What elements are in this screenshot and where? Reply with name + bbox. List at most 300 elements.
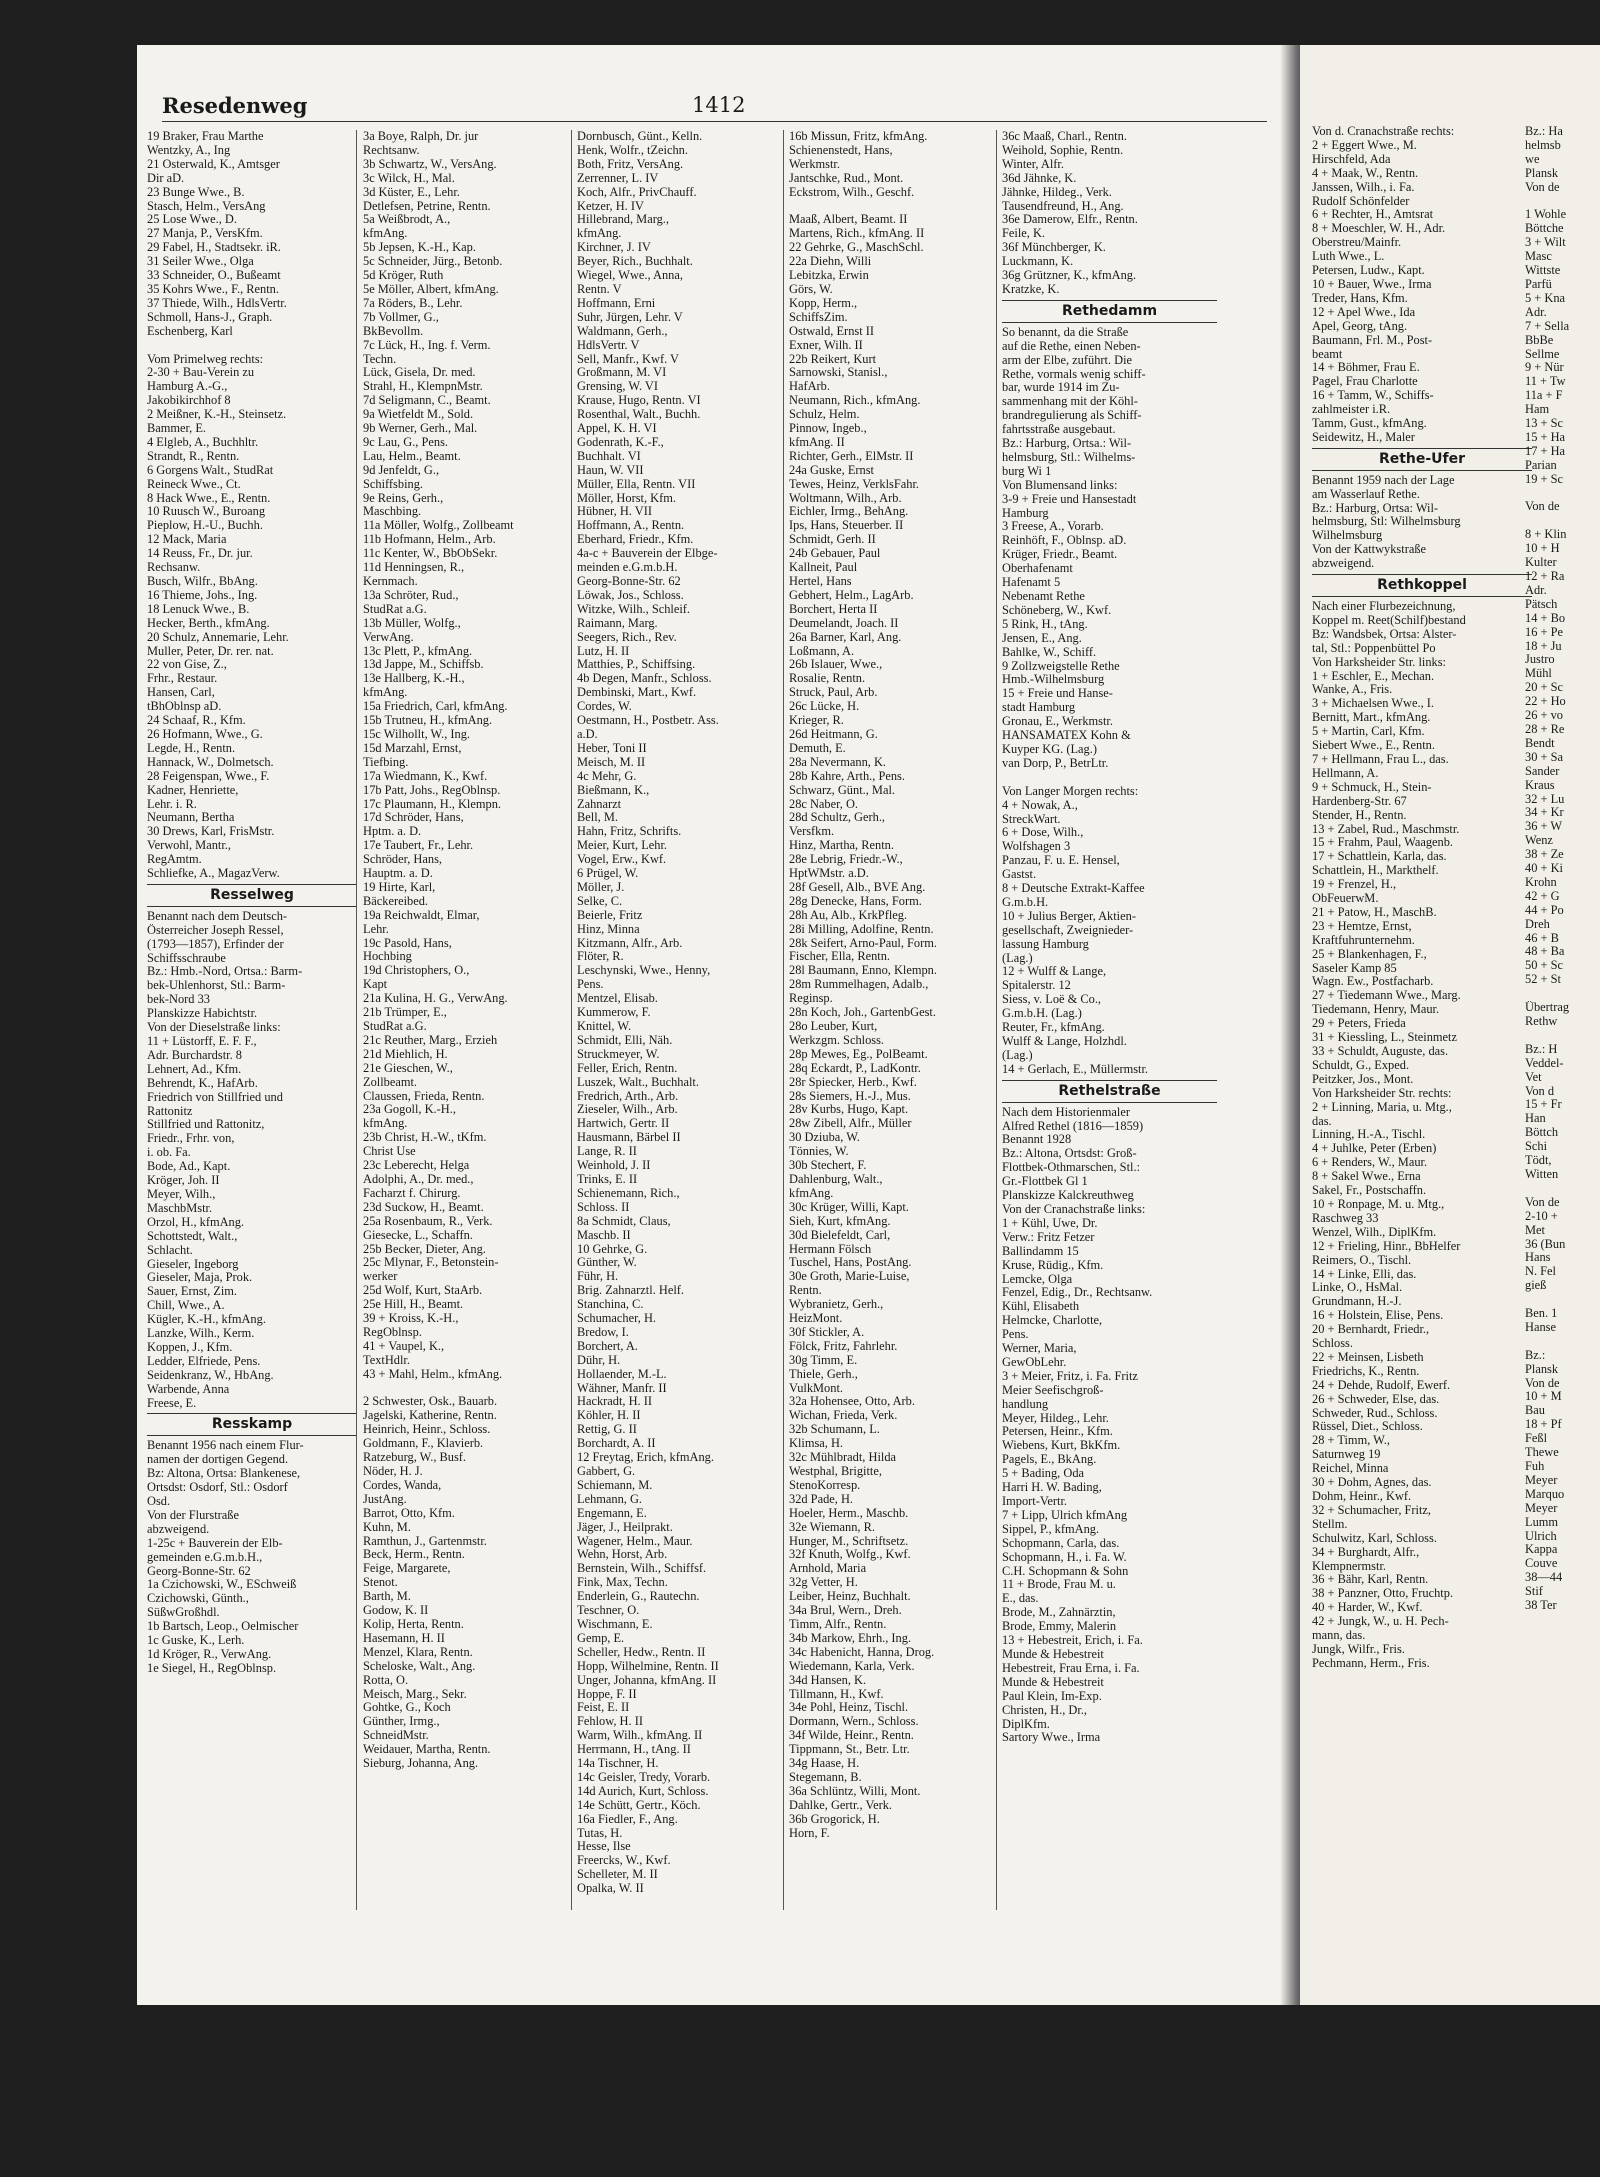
directory-entry: 5d Kröger, Ruth xyxy=(363,269,444,283)
directory-entry xyxy=(1525,1293,1600,1307)
directory-entry: 21 + Patow, H., MaschB. xyxy=(1312,905,1437,919)
directory-entry: Stender, H., Rentn. xyxy=(1312,808,1407,822)
directory-entry: Bießmann, K., xyxy=(577,783,650,797)
directory-entry: 33 + Schuldt, Auguste, das. xyxy=(1312,1045,1449,1058)
directory-entry: Görs, W. xyxy=(789,282,833,296)
directory-entry: sammenhang mit der Köhl- xyxy=(1002,395,1138,409)
directory-entry: Freese, E. xyxy=(147,1396,197,1410)
directory-entry: Neumann, Rich., kfmAng. xyxy=(789,394,921,408)
directory-entry: Linke, O., HsMal. xyxy=(1312,1281,1403,1295)
directory-entry: Apel, Georg, tAng. xyxy=(1312,319,1408,333)
directory-entry: Koppel m. Reet(Schilf)bestand xyxy=(1312,613,1466,627)
directory-entry: 19c Pasold, Hans, xyxy=(363,936,452,950)
directory-entry: 33 Schneider, O., Bußeamt xyxy=(147,269,281,283)
directory-entry: Bz.: Harburg, Ortsa.: Wil- xyxy=(1002,437,1132,451)
directory-entry: Hinz, Minna xyxy=(577,922,640,936)
directory-entry: arm der Elbe, zuführt. Die xyxy=(1002,353,1133,367)
directory-entry: DiplKfm. xyxy=(1002,1717,1050,1731)
directory-entry: fahrtsstraße ausgebaut. xyxy=(1002,423,1116,437)
directory-entry: Jensen, E., Ang. xyxy=(1002,631,1082,645)
directory-entry: 2 + Linning, Maria, u. Mtg., xyxy=(1312,1100,1452,1114)
directory-entry: Von Langer Morgen rechts: xyxy=(1002,784,1139,798)
directory-entry: gemeinden e.G.m.b.H., xyxy=(147,1550,263,1564)
directory-entry: Wittste xyxy=(1525,264,1561,278)
directory-entry: 36f Münchberger, K. xyxy=(1002,241,1106,255)
directory-entry: bar, wurde 1914 im Zu- xyxy=(1002,381,1120,395)
directory-entry: Kallneit, Paul xyxy=(789,561,858,575)
directory-entry: Oberhafenamt xyxy=(1002,562,1073,576)
directory-entry: 34a Brul, Wern., Dreh. xyxy=(789,1604,902,1618)
directory-entry: 12 Mack, Maria xyxy=(147,533,227,547)
section-rule xyxy=(1312,574,1532,575)
directory-entry: Eberhard, Friedr., Kfm. xyxy=(577,533,694,547)
directory-entry: 26d Heitmann, G. xyxy=(789,727,878,741)
directory-entry: Masc xyxy=(1525,250,1552,264)
directory-entry: Schuldt, G., Exped. xyxy=(1312,1058,1410,1072)
directory-entry: Schwarz, Günt., Mal. xyxy=(789,783,895,797)
directory-entry: Bz.: Harburg, Ortsa: Wil- xyxy=(1312,501,1439,515)
directory-entry: 1b Bartsch, Leop., Oelmischer xyxy=(147,1620,299,1634)
directory-entry: 17d Schröder, Hans, xyxy=(363,811,464,825)
directory-entry: bek-Uhlenhorst, Stl.: Barm- xyxy=(147,979,286,993)
directory-column-5 xyxy=(1002,130,1217,1745)
directory-entry: G.m.b.H. xyxy=(1002,895,1049,909)
directory-entry: 11a + F xyxy=(1525,389,1563,403)
directory-entry: Raimann, Marg. xyxy=(577,616,658,630)
street-heading: Rethedamm xyxy=(1061,302,1158,319)
directory-entry: 17a Wiedmann, K., Kwf. xyxy=(363,769,488,783)
directory-entry: Gebhert, Helm., LagArb. xyxy=(789,588,914,602)
directory-entry: Adr. Burchardstr. 8 xyxy=(147,1048,242,1062)
directory-entry: Paul Klein, Im-Exp. xyxy=(1002,1689,1102,1703)
directory-entry: Munde & Hebestreit xyxy=(1002,1675,1104,1689)
directory-entry: Import-Vertr. xyxy=(1002,1495,1068,1508)
directory-entry: Warm, Wilh., kfmAng. II xyxy=(577,1729,703,1743)
directory-entry: Günther, Irmg., xyxy=(363,1715,440,1729)
directory-entry: Ulrich xyxy=(1525,1529,1557,1543)
directory-entry: Von de xyxy=(1525,180,1560,194)
directory-entry: Beck, Herm., Rentn. xyxy=(363,1548,465,1562)
directory-entry: HafArb. xyxy=(789,380,830,394)
directory-entry: Grundmann, H.-J. xyxy=(1312,1295,1402,1309)
directory-entry: 15b Trutneu, H., kfmAng. xyxy=(363,714,493,728)
directory-entry xyxy=(1525,1182,1600,1196)
directory-entry: Plansk xyxy=(1525,166,1559,180)
directory-entry: Henk, Wolfr., tZeichn. xyxy=(577,143,688,157)
directory-entry: 21e Gieschen, W., xyxy=(363,1061,453,1075)
directory-entry: 4a-c + Bauverein der Elbge- xyxy=(577,547,718,561)
directory-entry: 1c Guske, K., Lerh. xyxy=(147,1634,245,1648)
directory-entry: 36 + W xyxy=(1525,820,1563,834)
directory-entry: 15a Friedrich, Carl, kfmAng. xyxy=(363,700,508,714)
directory-entry: 31 Seiler Wwe., Olga xyxy=(147,255,254,269)
directory-entry: 8 + Moeschler, W. H., Adr. xyxy=(1312,222,1446,236)
directory-entry: Wenzel, Wilh., DiplKfm. xyxy=(1312,1225,1437,1239)
directory-entry: Vom Primelweg rechts: xyxy=(147,352,264,366)
directory-entry: Teschner, O. xyxy=(577,1604,640,1618)
directory-entry: 19d Christophers, O., xyxy=(363,964,470,978)
directory-entry: auf die Rethe, einen Neben- xyxy=(1002,339,1141,353)
directory-entry: 36a Schlüntz, Willi, Mont. xyxy=(789,1784,921,1798)
directory-entry: Parian xyxy=(1525,458,1557,472)
directory-entry: Ledder, Elfriede, Pens. xyxy=(147,1354,261,1368)
directory-entry: Bredow, I. xyxy=(577,1325,629,1339)
directory-entry: 39 + Kroiss, K.-H., xyxy=(363,1312,459,1326)
directory-entry: Zollbeamt. xyxy=(363,1075,418,1089)
directory-entry: Opalka, W. II xyxy=(577,1882,644,1896)
directory-entry: Reineck Wwe., Ct. xyxy=(147,477,241,491)
directory-entry: Rettig, G. II xyxy=(577,1423,637,1437)
directory-entry: Bau xyxy=(1525,1404,1545,1418)
directory-entry: Jungk, Wilfr., Fris. xyxy=(1312,1642,1405,1656)
directory-entry: Hunger, M., Schriftsetz. xyxy=(789,1534,909,1548)
directory-entry: Woltmann, Wilh., Arb. xyxy=(789,491,902,505)
directory-entry: Von der Kattwykstraße xyxy=(1312,543,1427,557)
directory-entry: Schopmann, H., i. Fa. W. xyxy=(1002,1550,1127,1564)
directory-entry: Klimsa, H. xyxy=(789,1437,844,1451)
directory-entry: Martens, Rich., kfmAng. II xyxy=(789,227,925,241)
directory-entry: 7b Vollmer, G., xyxy=(363,310,439,324)
directory-entry: 30d Bielefeldt, Carl, xyxy=(789,1228,891,1242)
directory-entry: Christ Use xyxy=(363,1145,416,1159)
directory-entry: Reginsp. xyxy=(789,992,833,1006)
directory-entry: 30 + Sa xyxy=(1525,750,1563,764)
directory-entry: 30 Dziuba, W. xyxy=(789,1131,860,1145)
directory-entry: Sakel, Fr., Postschaffn. xyxy=(1312,1184,1427,1198)
directory-entry: Leiber, Heinz, Buchhalt. xyxy=(789,1590,911,1604)
street-heading: Resskamp xyxy=(211,1416,293,1433)
directory-entry: Raschweg 33 xyxy=(1312,1211,1379,1225)
directory-entry: 27 Manja, P., VersKfm. xyxy=(147,227,263,241)
directory-entry: Kulter xyxy=(1525,556,1557,570)
directory-entry: Hoppe, F. II xyxy=(577,1687,637,1701)
directory-entry: 30 Drews, Karl, FrisMstr. xyxy=(147,825,275,839)
directory-entry: Köhler, H. II xyxy=(577,1409,641,1423)
directory-entry: Deumelandt, Joach. II xyxy=(789,616,899,630)
directory-entry: Sieh, Kurt, kfmAng. xyxy=(789,1214,891,1228)
directory-entry: Kraftfuhrunternehm. xyxy=(1312,933,1415,947)
directory-entry: 26c Lücke, H. xyxy=(789,700,860,714)
directory-entry: 28r Spiecker, Herb., Kwf. xyxy=(789,1075,917,1089)
directory-entry: brandregulierung als Schiff- xyxy=(1002,409,1142,423)
directory-entry: SüßwGroßhdl. xyxy=(147,1606,220,1620)
directory-entry: Meyer, Wilh., xyxy=(147,1187,216,1201)
page-number: 1412 xyxy=(692,93,746,117)
directory-entry: 25c Mlynar, F., Betonstein- xyxy=(363,1256,499,1270)
directory-entry: Verw.: Fritz Fetzer xyxy=(1002,1230,1095,1244)
directory-entry: 32b Schumann, L. xyxy=(789,1423,880,1437)
directory-entry: 15c Wilhollt, W., Ing. xyxy=(363,727,471,741)
directory-entry: Oestmann, H., Postbetr. Ass. xyxy=(577,714,719,728)
street-running-head: Resedenweg xyxy=(162,93,308,118)
directory-entry: Zahnarzt xyxy=(577,797,622,811)
directory-entry: beamt xyxy=(1312,347,1343,361)
directory-entry: Friedrichs, K., Rentn. xyxy=(1312,1364,1420,1378)
directory-entry: Von Harksheider Str. links: xyxy=(1312,655,1446,669)
directory-entry: 1 + Eschler, E., Mechan. xyxy=(1312,669,1435,683)
directory-entry: 11a Möller, Wolfg., Zollbeamt xyxy=(363,519,514,533)
directory-entry: Adr. xyxy=(1525,583,1547,597)
directory-entry: Heber, Toni II xyxy=(577,741,647,755)
directory-entry: Hübner, H. VII xyxy=(577,505,652,519)
directory-entry: Bz.: xyxy=(1525,1348,1546,1362)
directory-entry: Stenot. xyxy=(363,1576,398,1590)
directory-entry: 1a Czichowski, W., ESchweiß xyxy=(147,1578,297,1592)
directory-entry: 34g Haase, H. xyxy=(789,1757,860,1771)
directory-entry: Hoffmann, Erni xyxy=(577,296,656,310)
directory-entry: Fölck, Fritz, Fahrlehr. xyxy=(789,1339,898,1353)
directory-entry: Adolphi, A., Dr. med., xyxy=(363,1172,474,1186)
directory-entry: Wolfshagen 3 xyxy=(1002,840,1071,854)
directory-entry: Schmidt, Gerh. II xyxy=(789,533,876,547)
directory-entry: Pinnow, Ingeb., xyxy=(789,422,867,436)
directory-entry: 15d Marzahl, Ernst, xyxy=(363,741,462,755)
directory-entry: Eschenberg, Karl xyxy=(147,324,233,338)
directory-entry: Warbende, Anna xyxy=(147,1382,230,1396)
directory-entry: 42 + G xyxy=(1525,889,1560,903)
directory-entry: 28b Kahre, Arth., Pens. xyxy=(789,769,905,783)
directory-entry: 28s Siemers, H.-J., Mus. xyxy=(789,1089,911,1103)
directory-entry: Pätsch xyxy=(1525,597,1558,611)
section-rule xyxy=(147,1413,357,1414)
directory-entry: Hptm. a. D. xyxy=(363,825,422,839)
directory-entry: 28k Seifert, Arno-Paul, Form. xyxy=(789,936,937,950)
directory-entry: Met xyxy=(1525,1223,1545,1237)
directory-entry: Schattlein, H., Markthelf. xyxy=(1312,864,1439,878)
directory-entry: Tippmann, St., Betr. Ltr. xyxy=(789,1743,910,1757)
directory-entry: 2 Meißner, K.-H., Steinsetz. xyxy=(147,408,287,422)
directory-entry: Lehr. xyxy=(363,922,389,936)
directory-entry: Hecker, Berth., kfmAng. xyxy=(147,616,270,630)
directory-entry: Sander xyxy=(1525,764,1560,778)
directory-entry: Kühl, Elisabeth xyxy=(1002,1300,1080,1314)
section-rule xyxy=(1002,1102,1217,1103)
directory-entry: Siebert Wwe., E., Rentn. xyxy=(1312,739,1435,753)
directory-entry: 5e Möller, Albert, kfmAng. xyxy=(363,282,499,296)
directory-entry: Schottstedt, Walt., xyxy=(147,1229,238,1243)
directory-entry: 19 + Frenzel, H., xyxy=(1312,878,1397,892)
directory-entry: van Dorp, P., BetrLtr. xyxy=(1002,756,1109,770)
directory-entry: 21d Miehlich, H. xyxy=(363,1047,448,1061)
directory-entry: 14 + Böhmer, Frau E. xyxy=(1312,361,1420,375)
directory-entry: Von der Cranachstraße links: xyxy=(1002,1202,1146,1216)
directory-entry: Oberstreu/Mainfr. xyxy=(1312,236,1402,250)
directory-entry: 28n Koch, Joh., GartenbGest. xyxy=(789,1006,936,1020)
directory-entry: Claussen, Frieda, Rentn. xyxy=(363,1089,485,1103)
directory-entry: Von de xyxy=(1525,1195,1560,1209)
directory-entry: Orzol, H., kfmAng. xyxy=(147,1215,245,1229)
directory-entry: 34d Hansen, K. xyxy=(789,1673,867,1687)
directory-entry: Waldmann, Gerh., xyxy=(577,324,668,338)
column-divider xyxy=(571,130,572,1910)
directory-entry: C.H. Schopmann & Sohn xyxy=(1002,1564,1129,1578)
directory-entry: 21b Trümper, E., xyxy=(363,1006,447,1020)
directory-entry: kfmAng. xyxy=(363,227,408,241)
directory-entry: Brode, Emmy, Malerin xyxy=(1002,1620,1117,1634)
directory-entry: Nöder, H. J. xyxy=(363,1465,423,1478)
directory-entry: SchiffsZim. xyxy=(789,310,848,324)
directory-entry: Dembinski, Mart., Kwf. xyxy=(577,686,697,700)
directory-entry: 14 + Gerlach, E., Müllermstr. xyxy=(1002,1062,1149,1076)
directory-entry: 14d Aurich, Kurt, Schloss. xyxy=(577,1784,709,1798)
directory-entry: Lau, Helm., Beamt. xyxy=(363,449,461,463)
directory-entry: Hafenamt 5 xyxy=(1002,576,1061,590)
directory-entry: Gemp, E. xyxy=(577,1631,625,1645)
directory-entry: Plansk xyxy=(1525,1362,1559,1376)
directory-entry: 11c Kenter, W., BbObSekr. xyxy=(363,547,498,561)
directory-entry: Zieseler, Wilh., Arb. xyxy=(577,1103,678,1117)
directory-entry: Sippel, P., kfmAng. xyxy=(1002,1522,1100,1536)
directory-entry: Tönnies, W. xyxy=(789,1145,849,1159)
directory-entry: HdlsVertr. V xyxy=(577,338,640,352)
directory-entry: BbBe xyxy=(1525,333,1554,347)
directory-entry: 32e Wiemann, R. xyxy=(789,1520,875,1534)
directory-entry: 16 + Pe xyxy=(1525,625,1563,639)
directory-entry: Scheloske, Walt., Ang. xyxy=(363,1659,476,1673)
directory-entry: Ips, Hans, Steuerber. II xyxy=(789,519,904,533)
directory-entry: Demuth, E. xyxy=(789,741,846,755)
directory-entry: Maaß, Albert, Beamt. II xyxy=(789,213,908,227)
directory-entry: 48 + Ba xyxy=(1525,945,1565,959)
directory-entry: Unger, Johanna, kfmAng. II xyxy=(577,1673,717,1687)
directory-entry: So benannt, da die Straße xyxy=(1002,325,1129,339)
directory-entry: Kruse, Rüdig., Kfm. xyxy=(1002,1258,1104,1272)
directory-entry: Schmoll, Hans-J., Graph. xyxy=(147,310,273,324)
directory-entry: Tiedemann, Henry, Maur. xyxy=(1312,1003,1440,1017)
directory-entry: Behrendt, K., HafArb. xyxy=(147,1076,258,1090)
directory-entry: kfmAng. xyxy=(363,1117,408,1131)
directory-entry: Strandt, R., Rentn. xyxy=(147,449,240,463)
directory-entry: Westphal, Brigitte, xyxy=(789,1465,882,1478)
directory-entry: 25a Rosenbaum, R., Verk. xyxy=(363,1214,493,1228)
directory-entry: Enderlein, G., Rautechn. xyxy=(577,1590,700,1604)
directory-entry: Dreh xyxy=(1525,917,1550,931)
directory-entry: 6 Prügel, W. xyxy=(577,867,639,881)
directory-entry: Weidauer, Martha, Rentn. xyxy=(363,1743,491,1757)
directory-entry: das. xyxy=(1312,1114,1332,1128)
directory-entry: Hauptm. a. D. xyxy=(363,867,433,881)
directory-entry: 7 + Hellmann, Frau L., das. xyxy=(1312,752,1449,766)
directory-entry: Schröder, Hans, xyxy=(363,853,442,867)
directory-entry: 10 Gehrke, G. xyxy=(577,1242,648,1256)
directory-entry: Jantschke, Rud., Mont. xyxy=(789,171,904,185)
directory-entry: JustAng. xyxy=(363,1492,407,1506)
directory-entry: 5 Rink, H., tAng. xyxy=(1002,617,1088,631)
directory-entry: mann, das. xyxy=(1312,1629,1366,1643)
directory-entry: Krohn xyxy=(1525,875,1557,889)
directory-entry: ObFeuerwM. xyxy=(1312,892,1379,906)
directory-entry: Kitzmann, Alfr., Arb. xyxy=(577,936,683,950)
directory-entry: Veddel- xyxy=(1525,1056,1564,1070)
directory-entry: Lück, Gisela, Dr. med. xyxy=(363,366,476,380)
header-rule xyxy=(162,121,1267,122)
directory-entry: 3c Wilck, H., Mal. xyxy=(363,171,455,185)
directory-entry: Benannt 1959 nach der Lage xyxy=(1312,473,1455,487)
directory-entry: 36 + Bähr, Karl, Rentn. xyxy=(1312,1573,1429,1587)
directory-entry: 18 + Ju xyxy=(1525,639,1562,653)
directory-entry: 38 Ter xyxy=(1525,1599,1557,1613)
directory-entry: Couve xyxy=(1525,1557,1558,1571)
directory-entry: 22 + Ho xyxy=(1525,695,1566,709)
directory-entry: Planskizze Habichtstr. xyxy=(147,1007,258,1021)
directory-entry: G.m.b.H. (Lag.) xyxy=(1002,1007,1082,1021)
directory-entry: Planskizze Kalckreuthweg xyxy=(1002,1189,1134,1203)
directory-entry: Kolip, Herta, Rentn. xyxy=(363,1617,464,1631)
section-rule xyxy=(1002,322,1217,323)
directory-entry: Hertel, Hans xyxy=(789,575,852,588)
directory-entry: Ben. 1 xyxy=(1525,1307,1558,1321)
directory-entry: Flottbek-Othmarschen, Stl.: xyxy=(1002,1161,1141,1175)
directory-entry: Hannack, W., Dolmetsch. xyxy=(147,755,274,769)
directory-entry: Gronau, E., Werkmstr. xyxy=(1002,715,1113,729)
directory-entry: Rethw xyxy=(1525,1015,1558,1028)
directory-entry: 29 Fabel, H., Stadtsekr. iR. xyxy=(147,241,281,255)
directory-entry: Rentn. V xyxy=(577,282,622,296)
directory-entry: (Lag.) xyxy=(1002,1048,1033,1062)
directory-entry: Stegemann, B. xyxy=(789,1770,862,1784)
directory-entry: Brig. Zahnarztl. Helf. xyxy=(577,1284,685,1298)
facing-column-a xyxy=(1312,125,1532,1671)
directory-entry: Kopp, Herm., xyxy=(789,296,858,310)
directory-entry: Flöter, R. xyxy=(577,950,624,964)
directory-entry: Rentn. xyxy=(789,1284,822,1298)
directory-entry: Godow, K. II xyxy=(363,1604,429,1618)
directory-entry: Sell, Manfr., Kwf. V xyxy=(577,352,679,366)
directory-entry: 14 + Linke, Elli, das. xyxy=(1312,1267,1417,1281)
directory-entry: Facharzt f. Chirurg. xyxy=(363,1186,461,1200)
directory-entry: Friedrich von Stillfried und xyxy=(147,1090,283,1104)
directory-entry: Feige, Margarete, xyxy=(363,1562,451,1576)
directory-entry: Werkmstr. xyxy=(789,157,840,171)
directory-entry: Marquo xyxy=(1525,1487,1565,1501)
directory-entry: Österreicher Joseph Ressel, xyxy=(147,923,284,937)
directory-entry: 13c Plett, P., kfmAng. xyxy=(363,644,473,658)
directory-entry: Bell, M. xyxy=(577,811,618,825)
directory-entry: Hollaender, M.-L. xyxy=(577,1367,667,1381)
directory-entry: Bäckereibed. xyxy=(363,894,429,908)
directory-entry: Hackradt, H. II xyxy=(577,1395,652,1409)
directory-entry: Gabbert, G. xyxy=(577,1465,636,1478)
directory-entry: Böttche xyxy=(1525,222,1564,236)
directory-entry: 4b Degen, Manfr., Schloss. xyxy=(577,672,712,686)
directory-column-4 xyxy=(789,130,999,1840)
directory-entry: 36e Damerow, Elfr., Rentn. xyxy=(1002,213,1138,227)
directory-entry: Chill, Wwe., A. xyxy=(147,1299,225,1313)
directory-entry: Grensing, W. VI xyxy=(577,380,658,394)
directory-entry: Von d. Cranachstraße rechts: xyxy=(1312,125,1455,138)
directory-entry: Rattonitz xyxy=(147,1104,193,1118)
directory-entry: Dahlke, Gertr., Verk. xyxy=(789,1798,892,1812)
directory-entry: Hochbing xyxy=(363,950,412,964)
directory-entry: Bernstein, Wilh., Schiffsf. xyxy=(577,1562,707,1576)
directory-entry: 2-10 + xyxy=(1525,1209,1558,1223)
directory-entry: 7 + Sella xyxy=(1525,319,1570,333)
directory-entry: Hans xyxy=(1525,1251,1551,1265)
directory-entry: helmsb xyxy=(1525,138,1561,152)
directory-entry: 13 + Sc xyxy=(1525,417,1563,431)
directory-entry: Wiedemann, Karla, Verk. xyxy=(789,1659,915,1673)
directory-entry: 23 Bunge Wwe., B. xyxy=(147,185,245,199)
directory-entry: Ortsdst: Osdorf, Stl.: Osdorf xyxy=(147,1481,288,1495)
directory-entry: Bernitt, Mart., kfmAng. xyxy=(1312,711,1431,725)
directory-entry: Ham xyxy=(1525,403,1550,417)
directory-entry: Lange, R. II xyxy=(577,1145,637,1159)
directory-entry: Linning, H.-A., Tischl. xyxy=(1312,1128,1426,1142)
directory-entry: BkBevollm. xyxy=(363,324,424,338)
directory-entry: Böttch xyxy=(1525,1126,1559,1140)
directory-entry: handlung xyxy=(1002,1397,1049,1411)
directory-entry: Jähnke, Hildeg., Verk. xyxy=(1002,185,1112,199)
